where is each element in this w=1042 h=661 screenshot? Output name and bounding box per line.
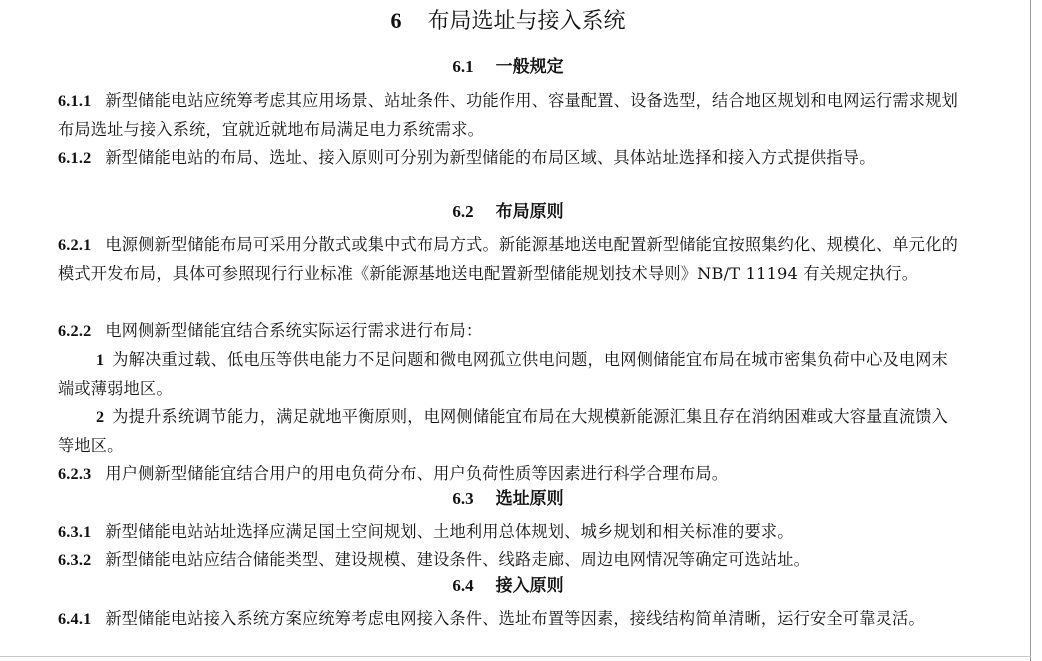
clause-number: 6.1.2 xyxy=(58,149,92,167)
section-title-text: 选址原则 xyxy=(495,489,564,509)
section-number: 6.2 xyxy=(452,202,474,221)
page-bottom-divider xyxy=(0,656,1031,657)
section-title-text: 一般规定 xyxy=(495,57,564,77)
clause-6-2-3 xyxy=(58,460,958,489)
clause-number: 6.4.1 xyxy=(58,610,92,628)
clause-6-1-1 xyxy=(58,87,958,144)
clause-text: 新型储能电站应统筹考虑其应用场景、站址条件、功能作用、容量配置、设备选型，结合地区规划和电网运行需求规划布局选址与接入系统，宜就近就地布局满足电力系统需求。 xyxy=(58,91,958,139)
clause-6-3-1 xyxy=(58,518,958,547)
clause-text: 用户侧新型储能宜结合用户的用电负荷分布、用户负荷性质等因素进行科学合理布局。 xyxy=(105,464,729,483)
section-title-6-2 xyxy=(58,199,958,225)
chapter-title xyxy=(58,6,958,37)
section-number: 6.3 xyxy=(452,489,474,508)
clause-number: 6.1.1 xyxy=(58,92,92,110)
section-number: 6.1 xyxy=(452,57,474,76)
section-title-text: 布局原则 xyxy=(495,202,564,222)
clause-text: 新型储能电站站址选择应满足国土空间规划、土地利用总体规划、城乡规划和相关标准的要求。 xyxy=(105,522,794,541)
clause-6-2-2-item-2 xyxy=(58,403,958,460)
clause-6-3-2 xyxy=(58,546,958,575)
clause-number: 6.2.2 xyxy=(58,322,92,340)
section-title-6-1 xyxy=(58,54,958,80)
clause-number: 6.3.1 xyxy=(58,523,92,541)
clause-number: 6.2.1 xyxy=(58,236,92,254)
clause-6-2-1 xyxy=(58,231,958,288)
item-number: 2 xyxy=(96,408,105,426)
item-text: 为解决重过载、低电压等供电能力不足问题和微电网孤立供电问题，电网侧储能宜布局在城市密集负荷中心及电网末端或薄弱地区。 xyxy=(58,350,949,398)
section-title-text: 接入原则 xyxy=(495,576,564,596)
section-number: 6.4 xyxy=(452,576,474,595)
clause-6-4-1 xyxy=(58,605,958,634)
chapter-title-text: 布局选址与接入系统 xyxy=(427,9,626,34)
clause-6-2-2 xyxy=(58,317,958,346)
item-text: 为提升系统调节能力，满足就地平衡原则，电网侧储能宜布局在大规模新能源汇集且存在消纳困难或大容量直流馈入等地区。 xyxy=(58,407,949,455)
clause-text: 新型储能电站接入系统方案应统筹考虑电网接入条件、选址布置等因素，接线结构简单清晰，运行安全可靠灵活。 xyxy=(105,609,925,628)
clause-6-2-2-item-1 xyxy=(58,346,958,403)
item-number: 1 xyxy=(96,351,105,369)
clause-number: 6.2.3 xyxy=(58,465,92,483)
section-title-6-3 xyxy=(58,486,958,512)
clause-text: 新型储能电站应结合储能类型、建设规模、建设条件、线路走廊、周边电网情况等确定可选站址。 xyxy=(105,550,811,569)
page-edge-divider xyxy=(1030,0,1031,661)
clause-text: 电网侧新型储能宜结合系统实际运行需求进行布局： xyxy=(105,321,483,340)
clause-6-1-2 xyxy=(58,144,958,173)
section-title-6-4 xyxy=(58,573,958,599)
clause-number: 6.3.2 xyxy=(58,551,92,569)
clause-text: 新型储能电站的布局、选址、接入原则可分别为新型储能的布局区域、具体站址选择和接入方式提供指导。 xyxy=(105,148,876,167)
chapter-number: 6 xyxy=(390,8,402,33)
clause-text: 电源侧新型储能布局可采用分散式或集中式布局方式。新能源基地送电配置新型储能宜按照集约化、规模化、单元化的模式开发布局，具体可参照现行行业标准《新能源基地送电配置新型储能规划技术导则》NB/T 11194 有关规定执行。 xyxy=(58,235,958,283)
